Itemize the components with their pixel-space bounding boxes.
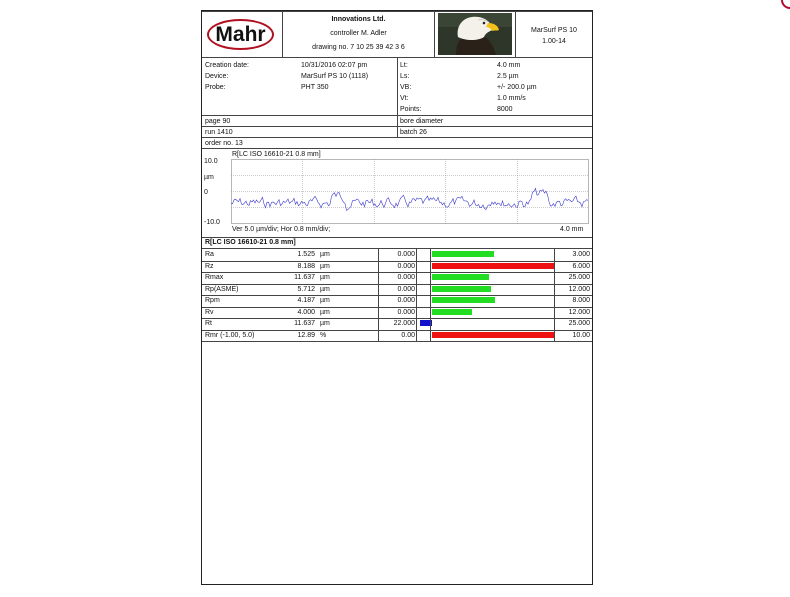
company-logo <box>207 19 274 50</box>
result-value: 4.187 <box>297 297 315 304</box>
profile-title: R[LC ISO 16610-21 0.8 mm] <box>232 151 321 158</box>
result-high-limit: 6.000 <box>572 262 590 270</box>
result-high-limit: 25.000 <box>568 320 590 327</box>
meta-batch: batch 26 <box>400 129 427 136</box>
controller-name: controller M. Adler <box>330 30 387 37</box>
info-label-device: Device: <box>205 73 229 80</box>
result-bar <box>432 332 554 338</box>
result-name: Rz <box>205 262 214 270</box>
result-low-limit: 22.000 <box>393 320 415 327</box>
result-low-limit: 0.000 <box>397 285 415 293</box>
result-name: Rmax <box>205 274 224 281</box>
info-label-probe: Probe: <box>205 84 226 91</box>
result-unit: µm <box>320 251 330 258</box>
result-unit: µm <box>320 308 330 316</box>
meta-run: run 1410 <box>205 129 233 136</box>
result-low-limit: 0.000 <box>397 274 415 281</box>
result-high-limit: 12.000 <box>568 285 590 293</box>
result-bar <box>432 274 489 280</box>
result-bar <box>432 263 554 269</box>
result-value: 8.188 <box>297 262 315 270</box>
meta-order: order no. 13 <box>205 140 243 147</box>
result-unit: µm <box>320 320 330 327</box>
result-unit: µm <box>320 297 330 304</box>
result-bar <box>432 309 472 315</box>
results-column-divider <box>554 249 555 341</box>
profile-plot <box>231 159 589 224</box>
result-high-limit: 25.000 <box>568 274 590 281</box>
results-column-divider <box>430 249 431 341</box>
logo-text: Mahr <box>215 23 266 46</box>
result-unit: µm <box>320 285 330 293</box>
result-unit: % <box>320 331 327 339</box>
profile-y-top: 10.0 <box>204 158 218 165</box>
profile-y-bottom: -10.0 <box>204 219 220 226</box>
result-value: 12.89 <box>297 331 315 339</box>
info-label-vb: VB: <box>400 84 412 91</box>
instrument-version: 1.00-14 <box>542 38 566 45</box>
result-high-limit: 12.000 <box>568 308 590 316</box>
result-high-limit: 8.000 <box>572 297 590 304</box>
instrument-name: MarSurf PS 10 <box>531 27 577 34</box>
result-low-limit: 0.000 <box>397 251 415 258</box>
result-value: 5.712 <box>297 285 315 293</box>
result-unit: µm <box>320 262 330 270</box>
drawing-number: drawing no. 7 10 25 39 42 3 6 <box>312 44 405 51</box>
report-page <box>201 10 593 585</box>
info-label-creation: Creation date: <box>205 62 249 69</box>
result-row-divider <box>202 341 592 342</box>
result-unit: µm <box>320 274 330 281</box>
info-value-creation: 10/31/2016 02:07 pm <box>301 62 368 69</box>
result-high-limit: 10.00 <box>572 331 590 339</box>
info-value-lt: 4.0 mm <box>497 62 521 69</box>
eagle-photo-icon <box>438 13 512 55</box>
result-name: Ra <box>205 251 214 258</box>
info-label-points: Points: <box>400 106 422 113</box>
info-value-points: 8000 <box>497 106 513 113</box>
result-bar <box>432 251 494 257</box>
results-column-divider <box>378 249 379 341</box>
results-column-divider <box>416 249 417 341</box>
result-low-limit: 0.000 <box>397 262 415 270</box>
result-high-limit: 3.000 <box>572 251 590 258</box>
company-name: Innovations Ltd. <box>331 16 386 23</box>
result-name: Rmr (-1.00, 5.0) <box>205 331 255 339</box>
meta-page: page 90 <box>205 118 231 125</box>
info-value-ls: 2.5 µm <box>497 73 519 80</box>
info-label-vt: Vt: <box>400 95 409 102</box>
info-value-device: MarSurf PS 10 (1118) <box>301 73 369 80</box>
result-name: Rpm <box>205 297 220 304</box>
result-value: 11.637 <box>294 274 315 281</box>
meta-bore: bore diameter <box>400 118 444 125</box>
result-value: 11.637 <box>294 320 315 327</box>
info-value-vb: +/- 200.0 µm <box>497 84 537 91</box>
result-low-limit: 0.000 <box>397 308 415 316</box>
profile-y-unit: µm <box>204 174 214 181</box>
info-label-lt: Lt: <box>400 62 408 69</box>
result-value: 1.525 <box>297 251 315 258</box>
info-value-vt: 1.0 mm/s <box>497 95 526 102</box>
profile-x-end: 4.0 mm <box>560 226 584 233</box>
window-corner-icon[interactable] <box>781 0 790 9</box>
profile-y-zero: 0 <box>204 189 208 196</box>
info-label-ls: Ls: <box>400 73 410 80</box>
result-value: 4.000 <box>297 308 315 316</box>
result-bar <box>432 297 495 303</box>
profile-scale-note: Ver 5.0 µm/div; Hor 0.8 mm/div; <box>232 226 331 233</box>
result-name: Rt <box>205 320 212 327</box>
result-name: Rp(ASME) <box>205 285 239 293</box>
result-low-limit: 0.00 <box>401 331 415 339</box>
result-name: Rv <box>205 308 214 316</box>
info-value-probe: PHT 350 <box>301 84 329 91</box>
results-title: R[LC ISO 16610-21 0.8 mm] <box>205 239 296 246</box>
result-bar <box>432 286 491 292</box>
result-low-limit: 0.000 <box>397 297 415 304</box>
